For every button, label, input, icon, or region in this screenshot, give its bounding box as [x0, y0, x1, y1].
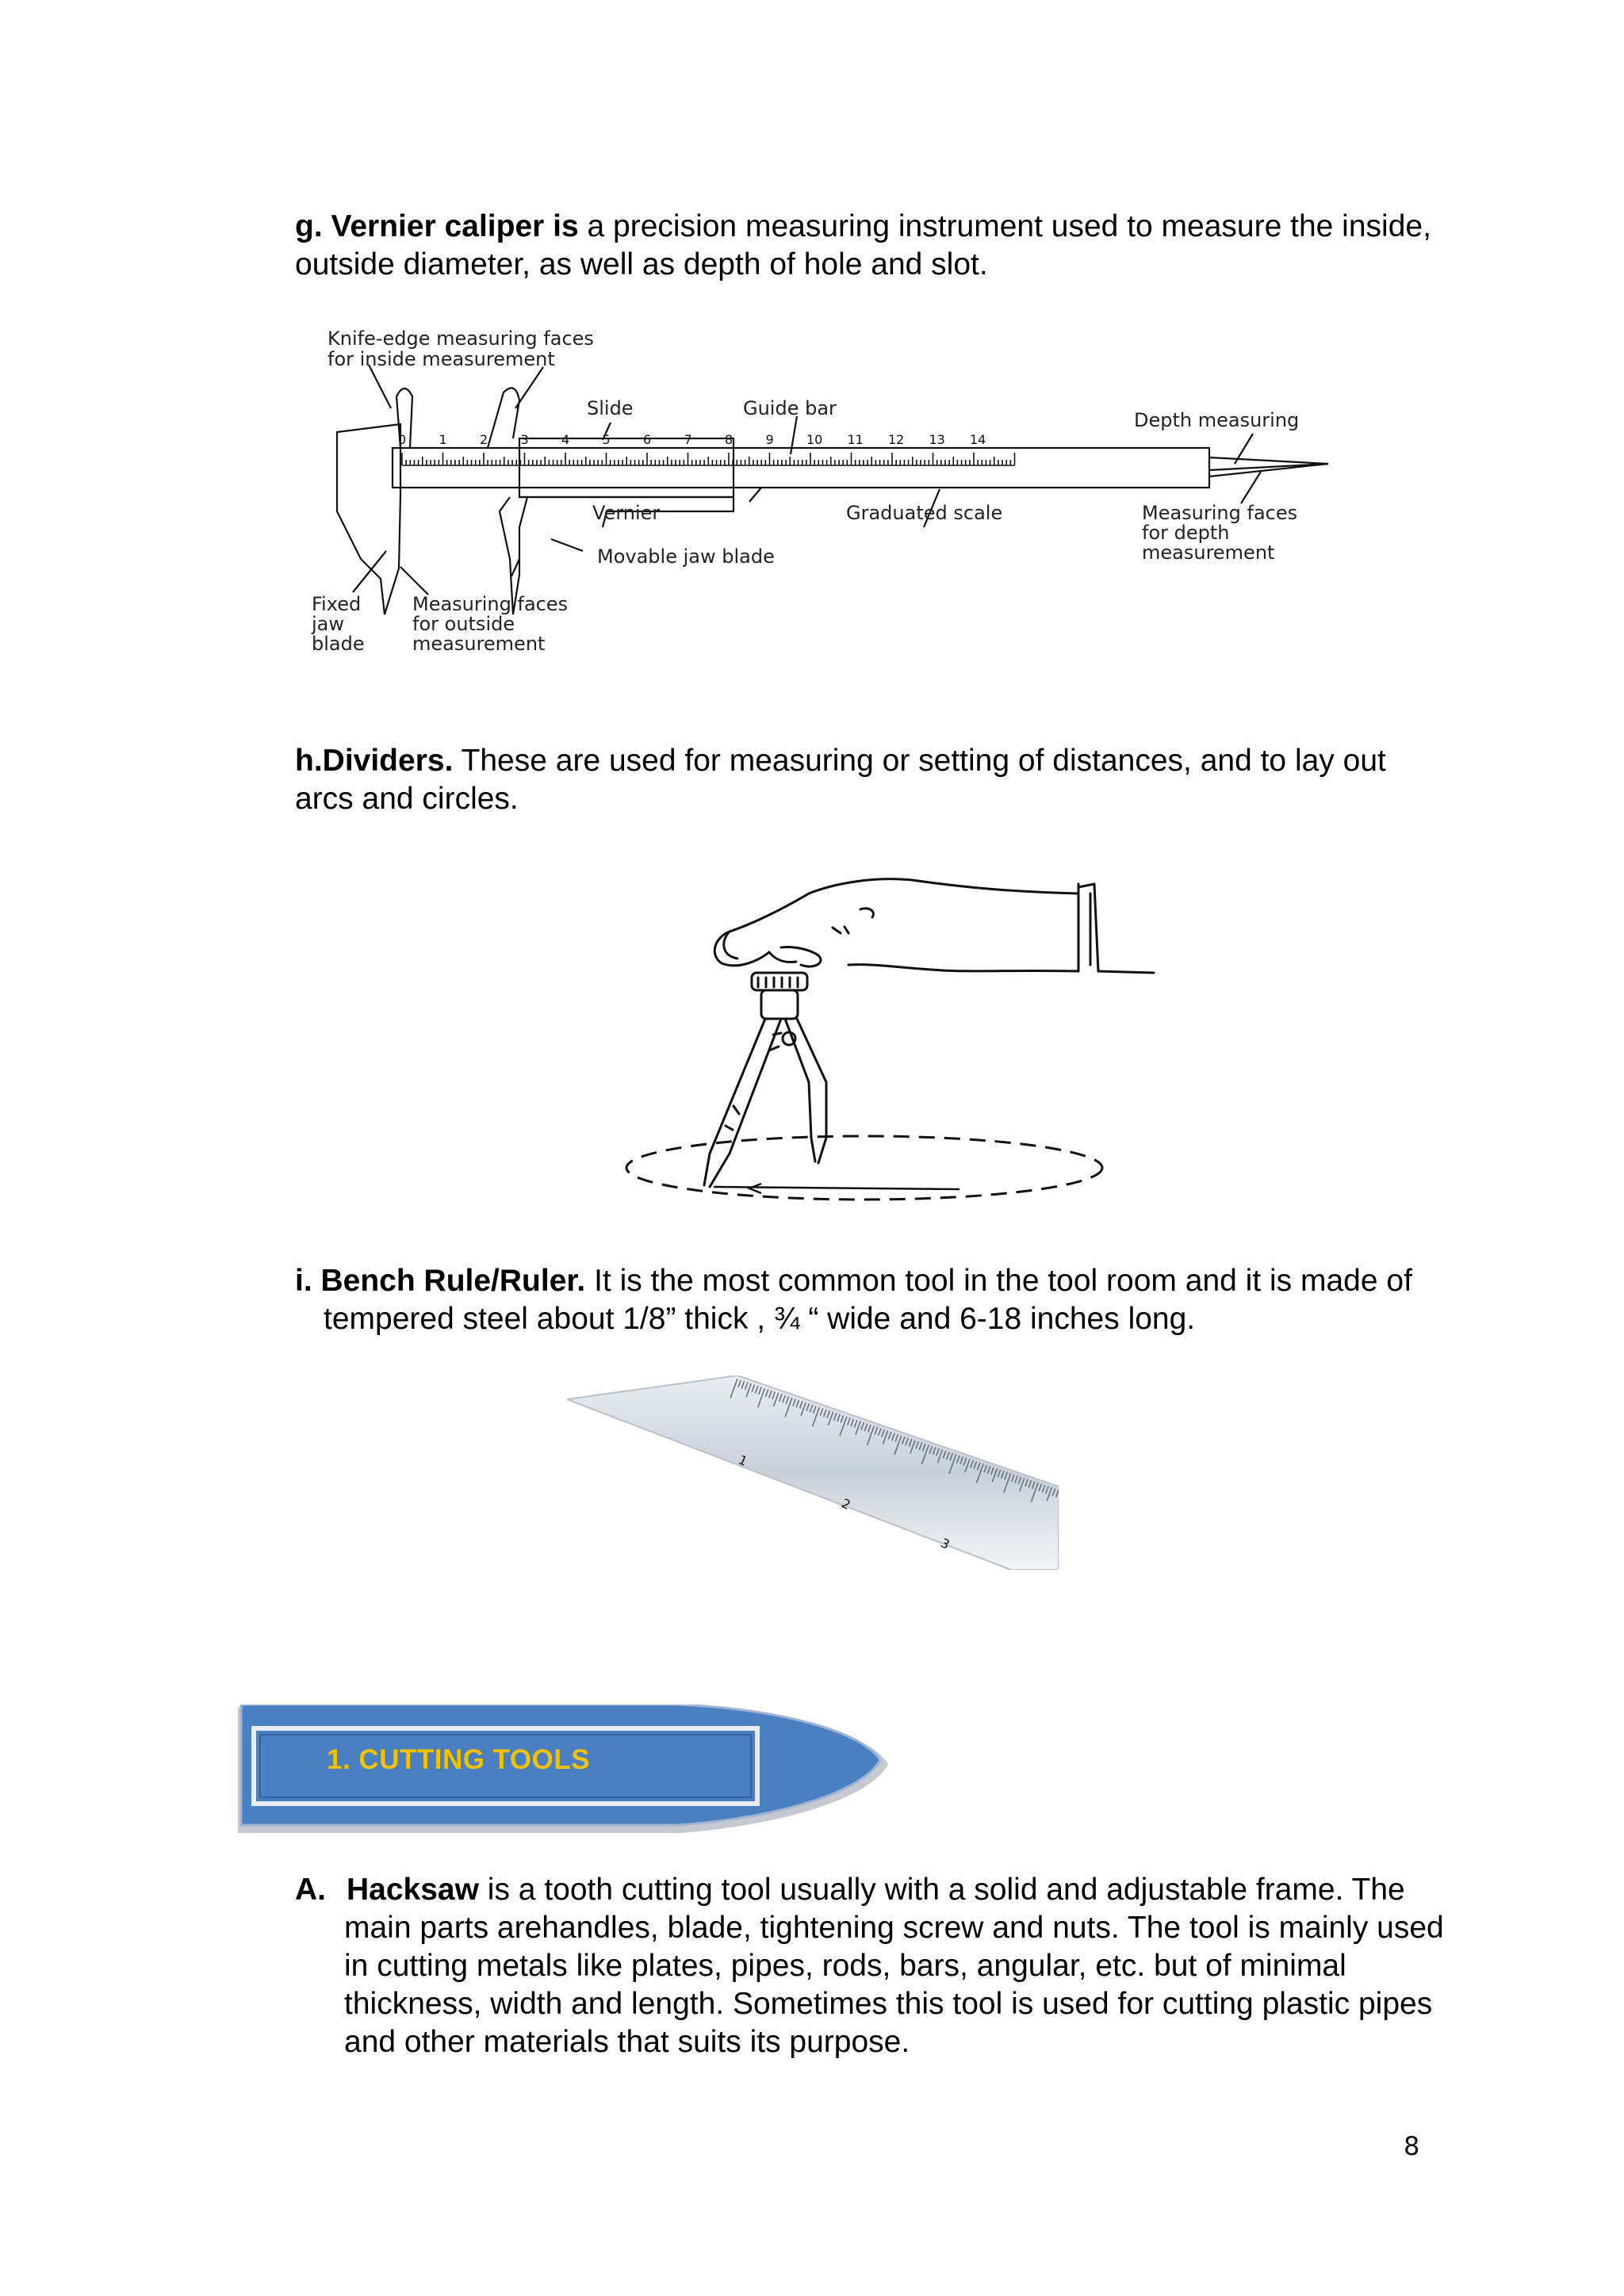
caliper-scale-number: 4 — [561, 432, 570, 447]
label-depth-faces-2: for depth — [1142, 522, 1230, 544]
hacksaw-marker: A. — [295, 1873, 326, 1907]
label-graduated-scale: Graduated scale — [846, 502, 1003, 524]
caliper-scale-number: 13 — [929, 432, 945, 447]
dividers-drawing — [571, 876, 1158, 1209]
label-slide: Slide — [587, 397, 634, 419]
caliper-scale-number: 10 — [806, 432, 823, 447]
label-outside-3: measurement — [412, 633, 546, 655]
vernier-caliper-figure — [305, 321, 1344, 662]
ruler-number-3: 3 — [938, 1535, 952, 1552]
caliper-scale-number: 8 — [725, 432, 733, 447]
caliper-scale-number: 11 — [847, 432, 864, 447]
ruler-number-2: 2 — [839, 1495, 853, 1513]
vernier-term: g. Vernier caliper is — [295, 209, 579, 243]
ruler-number-1: 1 — [736, 1452, 750, 1469]
hacksaw-term: Hacksaw — [347, 1873, 479, 1907]
steel-ruler-figure — [567, 1376, 1059, 1570]
label-depth-faces-3: measurement — [1142, 541, 1275, 564]
dividers-figure — [571, 876, 1158, 1209]
vernier-caliper-drawing — [305, 321, 1344, 662]
dividers-term: h.Dividers. — [295, 744, 454, 778]
rule-term: i. Bench Rule/Ruler. — [295, 1264, 586, 1298]
caliper-scale-number: 1 — [439, 432, 447, 447]
label-guide-bar: Guide bar — [743, 397, 837, 419]
label-fixed-3: blade — [312, 633, 365, 655]
caliper-scale-number: 12 — [888, 432, 905, 447]
hacksaw-text: is a tooth cutting tool usually with a solid and adjustable frame. The main parts arehandles, blade, tightening screw and nuts. The tool is mainly used in cutting metals like plates, pipes, rods, bars, angular, etc. but of minimal thickness, width and length. Sometimes this tool is used for cutting plastic pipes and other materials that suits its purpose. — [344, 1873, 1444, 2059]
label-outside-2: for outside — [412, 613, 515, 635]
caliper-scale-number: 2 — [480, 432, 488, 447]
banner-label: 1. CUTTING TOOLS — [327, 1744, 591, 1775]
hacksaw-paragraph — [295, 1871, 1470, 2061]
label-movable-jaw: Movable jaw blade — [597, 545, 775, 568]
label-fixed-1: Fixed — [312, 593, 362, 615]
caliper-scale-number: 14 — [970, 432, 986, 447]
label-outside-1: Measuring faces — [412, 593, 569, 615]
caliper-scale-number: 6 — [643, 432, 652, 447]
label-depth-measuring: Depth measuring — [1134, 409, 1300, 431]
dividers-paragraph — [295, 742, 1437, 818]
cutting-tools-banner — [238, 1705, 896, 1836]
rule-text: It is the most common tool in the tool room and it is made of tempered steel about 1/8” thick , ¾ “ wide and 6-18 inches long. — [324, 1264, 1412, 1336]
label-knife-edge-1: Knife-edge measuring faces — [327, 327, 594, 350]
label-knife-edge-2: for inside measurement — [327, 348, 555, 370]
vernier-paragraph — [295, 208, 1437, 284]
caliper-scale-number: 9 — [765, 432, 774, 447]
caliper-scale-number: 7 — [684, 432, 692, 447]
caliper-scale-number: 5 — [602, 432, 611, 447]
dividers-text: These are used for measuring or setting of distances, and to lay out arcs and circles. — [295, 744, 1386, 816]
label-vernier: Vernier — [592, 502, 661, 524]
label-fixed-2: jaw — [312, 613, 345, 635]
page-number: 8 — [1404, 2131, 1420, 2161]
rule-paragraph — [295, 1262, 1465, 1338]
steel-ruler-drawing — [567, 1376, 1059, 1570]
caliper-scale-number: 3 — [520, 432, 529, 447]
caliper-scale-number: 0 — [398, 432, 407, 447]
vernier-text: a precision measuring instrument used to measure the inside, outside diameter, as well as depth of hole and slot. — [295, 209, 1431, 281]
label-depth-faces-1: Measuring faces — [1142, 502, 1298, 524]
